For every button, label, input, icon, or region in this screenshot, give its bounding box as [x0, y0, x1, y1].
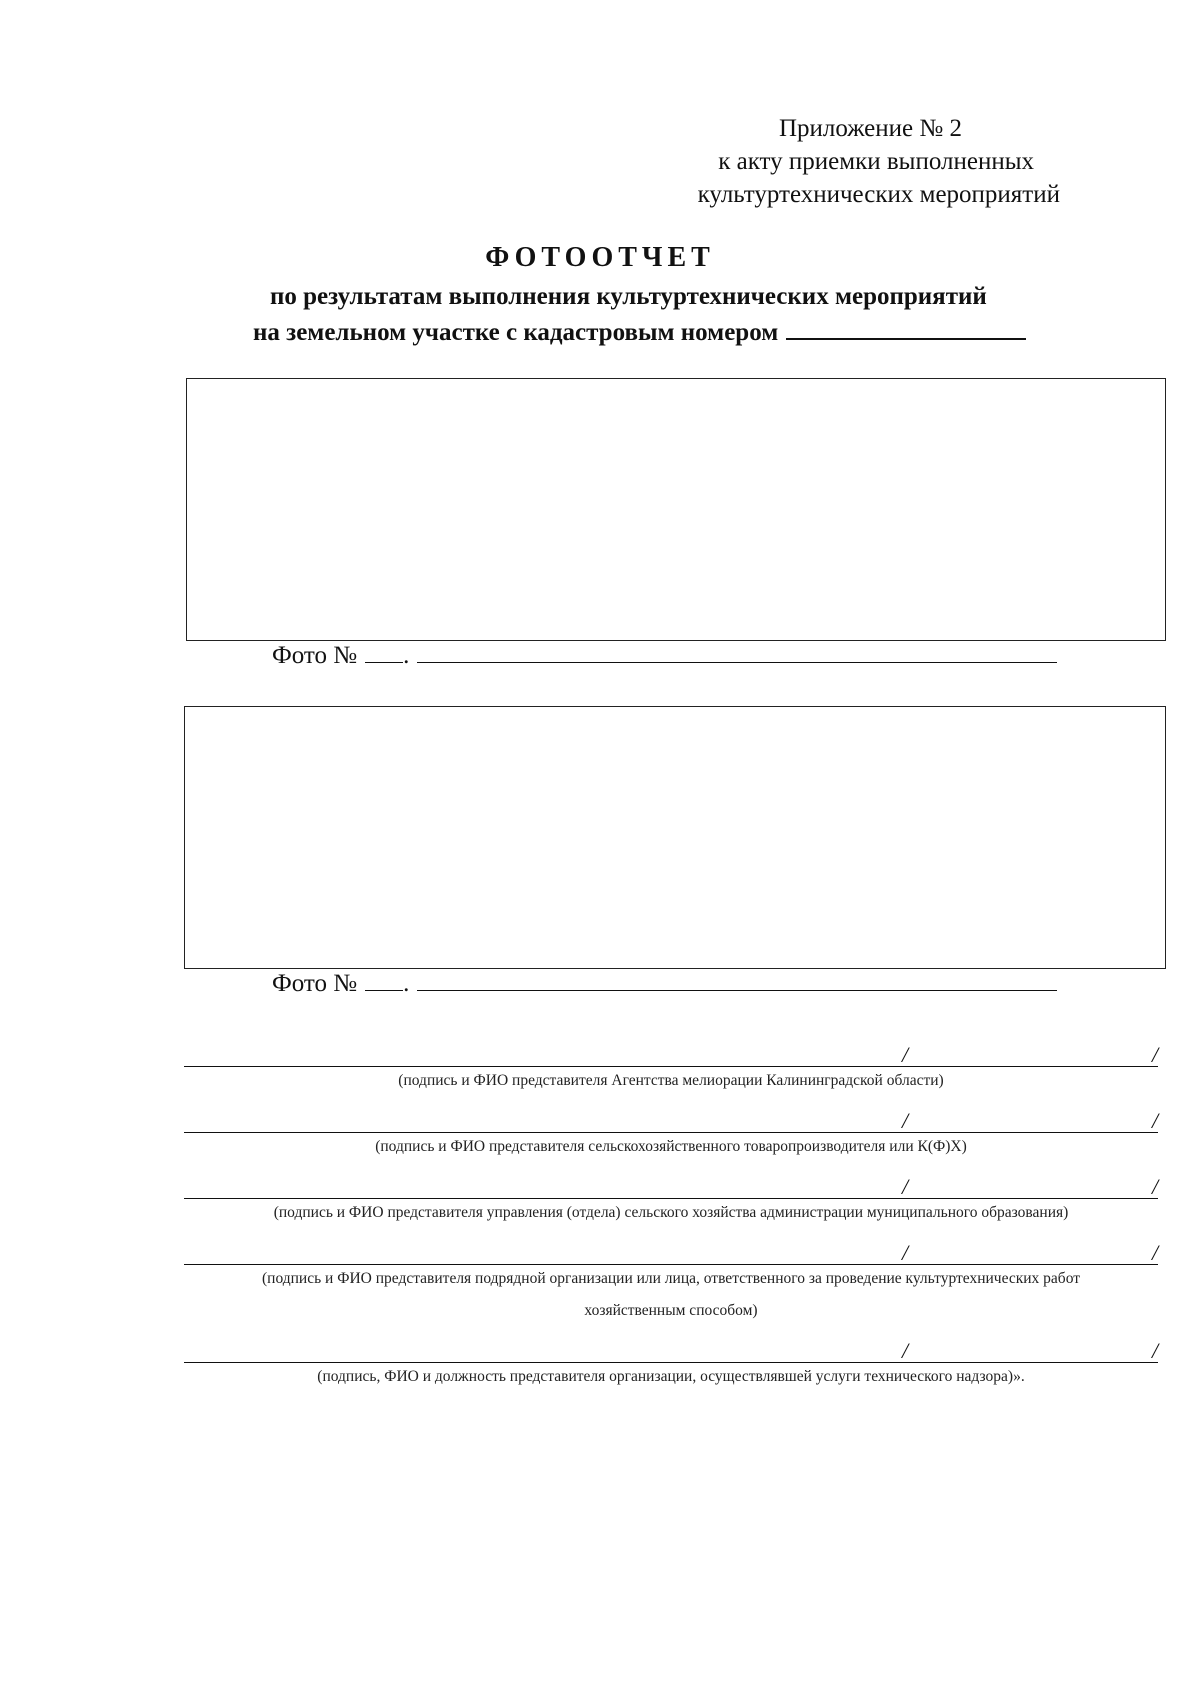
- report-title: ФОТООТЧЕТ: [485, 242, 715, 273]
- report-subtitle: по результатам выполнения культуртехнических мероприятий: [270, 283, 987, 310]
- signature-slash: /: [1152, 1108, 1159, 1133]
- signature-slash: /: [1152, 1174, 1159, 1199]
- signature-caption: (подпись и ФИО представителя Агентства мелиорации Калининградской области): [398, 1072, 944, 1089]
- cadastral-label: на земельном участке с кадастровым номером: [253, 319, 779, 346]
- photo-label: Фото №: [272, 642, 358, 669]
- signature-slash: /: [1152, 1240, 1159, 1265]
- photo-description-blank[interactable]: [417, 970, 1057, 991]
- signature-line[interactable]: [184, 1244, 1158, 1265]
- signature-caption: (подпись и ФИО представителя управления (отдела) сельского хозяйства администрации муниципального образования): [273, 1204, 1069, 1221]
- photo-number-blank[interactable]: [365, 642, 403, 663]
- signature-slash: /: [902, 1108, 909, 1133]
- signature-slash: /: [1152, 1338, 1159, 1363]
- signature-slash: /: [1152, 1042, 1159, 1067]
- signature-slash: /: [902, 1240, 909, 1265]
- appendix-reference: к акту приемки выполненных: [718, 148, 1034, 175]
- appendix-number: Приложение № 2: [778, 115, 962, 142]
- photo-number-blank[interactable]: [365, 970, 403, 991]
- cadastral-number-blank[interactable]: [786, 314, 1026, 340]
- photo-caption-2: [272, 970, 1057, 998]
- signature-line[interactable]: [184, 1178, 1158, 1199]
- photo-dot: .: [403, 642, 410, 669]
- signature-caption: (подпись и ФИО представителя сельскохозяйственного товаропроизводителя или К(Ф)Х): [375, 1138, 967, 1155]
- photo-caption-1: [272, 642, 1057, 670]
- photo-description-blank[interactable]: [417, 642, 1057, 663]
- appendix-reference-cont: культуртехнических мероприятий: [697, 181, 1060, 208]
- signature-slash: /: [902, 1042, 909, 1067]
- signature-line[interactable]: [184, 1112, 1158, 1133]
- signature-slash: /: [902, 1174, 909, 1199]
- photo-frame-1[interactable]: [186, 378, 1166, 641]
- appendix-header: [698, 112, 1060, 211]
- photo-label: Фото №: [272, 970, 358, 997]
- signature-caption-continuation: хозяйственным способом): [584, 1302, 758, 1319]
- photo-dot: .: [403, 970, 410, 997]
- signature-slash: /: [902, 1338, 909, 1363]
- signature-line[interactable]: [184, 1046, 1158, 1067]
- signature-caption: (подпись и ФИО представителя подрядной организации или лица, ответственного за проведение культуртехнических работ: [261, 1270, 1081, 1287]
- photo-frame-2[interactable]: [184, 706, 1166, 969]
- report-subtitle-cadastral: [253, 314, 1026, 350]
- signature-line[interactable]: [184, 1342, 1158, 1363]
- signature-caption: (подпись, ФИО и должность представителя организации, осуществлявшей услуги технического надзора)».: [317, 1368, 1025, 1385]
